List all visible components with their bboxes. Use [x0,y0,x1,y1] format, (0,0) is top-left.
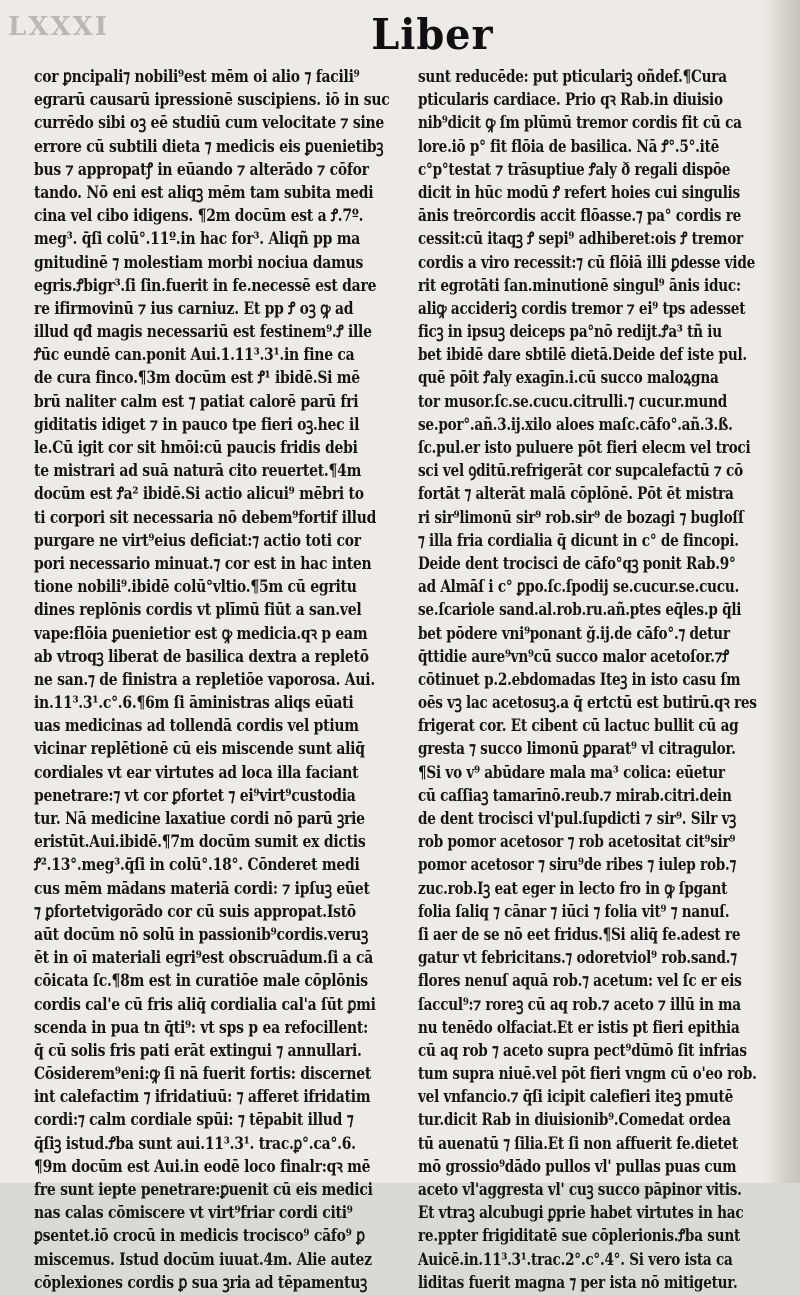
text-line: cordis a viro recessit:⁊ cū flōiā illi ꝑdesse vide [418,252,756,273]
text-line: currēdo sibi oꝫ eē studiū cum velocitate ⁊ sine [34,113,385,134]
text-line: mō grossio⁹dādo pullos vl' pullas puas cum [418,1156,737,1177]
text-line: gnitudinē ⁊ molestiam morbi nociua damus [34,252,364,273]
text-line: ne san.⁊ de finistra a repletiōe vaporosa. Aui. [34,669,375,690]
text-line: gatur vt febricitans.⁊ odoretviol⁹ rob.sand.⁊ [418,948,737,969]
text-line: ficꝫ in ipsuꝫ deiceps pa°nō redijt.Ꝭa³ tñ iu [418,322,722,343]
text-line: ſi aer de se nō eet fridus.¶Si aliq̄ fe.adest re [418,924,741,945]
text-line: cordi:⁊ calm cordiale spūi: ⁊ tēpabit illud ⁊ [34,1110,354,1131]
text-line: brū naliter calm est ⁊ patiat calorē parū fri [34,391,359,412]
text-line: re.ppter frigiditatē sue cōplerionis.Ꝭba sunt [418,1226,741,1247]
text-line: vel vnfancio.⁊ q̄ſi icipit calefieri iteꝫ pmutē [418,1087,734,1108]
text-line: folia ſaliq ⁊ cānar ⁊ iūci ⁊ folia vit⁹ ⁊ nanuſ. [418,901,730,922]
text-line: egrarū causarū ipressionē suscipiens. iō in suc [34,90,390,111]
text-line: dicit in hūc modū Ꝭ refert hoies cui singulis [418,182,740,203]
text-line: vicinar replētionē cū eis miscende sunt aliq̄ [34,739,365,760]
text-line: cor ꝑncipali⁊ nobili⁹est mēm oi alio ⁊ facili⁹ [34,67,360,87]
text-line: cus mēm mādans materiā cordi: ⁊ ipſuꝫ eūet [34,878,370,899]
text-line: tur.dicit Rab in diuisionib⁹.Comedat ordea [418,1110,731,1131]
running-title: Liber [371,10,494,59]
text-line: pticularis cardiace. Prio qꝛ Rab.in diuisio [418,90,723,111]
text-line: rit egrotāti ſan.minutionē singul⁹ ānis iduc: [418,275,741,296]
text-line: ¶Si vo v⁹ abūdare mala ma³ colica: eūetur [418,762,725,783]
text-line: ſc.pul.er isto puluere pōt fieri elecm vel troci [418,438,751,458]
text-line: fre sunt iepte penetrare:ꝑuenit cū eis medici [34,1180,373,1200]
text-line: tur. Nā medicine laxatiue cordi nō parū ꝫrie [34,809,365,829]
text-line: cōtinuet p.2.ebdomadas Iteꝫ in isto casu ſm [418,669,741,690]
text-line: Cōsiderem⁹eni:ꝙ ſi nā fuerit fortis: discernet [34,1064,372,1085]
text-line: re ifirmovinū ⁊ ius carniuz. Et pp Ꝭ oꝫ ꝙ ad [34,298,354,319]
text-line: Auicē.in.11³.3¹.trac.2°.c°.4°. Si vero ista ca [418,1249,733,1270]
text-line: ⁊ ꝑfortetvigorādo cor cū suis appropat.Istō [34,901,356,922]
text-line: Ꝭūc eundē can.ponit Aui.1.11³.3¹.in fine ca [34,345,355,366]
left-text-column [34,66,406,1295]
text-line: frigerat cor. Et cibent cū lactuc bullit cū ag [418,716,739,737]
text-line: rob pomor acetosor ⁊ rob acetositat cit⁹sir⁹ [418,832,736,853]
text-line: pori necessario minuat.⁊ cor est in hac inten [34,553,372,574]
text-line: zuc.rob.Iꝫ eat eger in lecto fro in ꝙ ſpgant [418,878,728,899]
text-line: penetrare:⁊ vt cor ꝑfortet ⁊ ei⁹virt⁹custodia [34,785,356,806]
text-line: ¶9m docūm est Aui.in eodē loco finalr:qꝛ mē [34,1156,371,1177]
text-line: bet ibidē dare sbtilē dietā.Deide def iste pul. [418,345,747,366]
text-line: nib⁹dicit ꝙ ſm plūmū tremor cordis fit cū ca [418,113,742,134]
text-line: cū aq rob ⁊ aceto supra pect⁹dūmō ſit infrias [418,1040,747,1061]
text-line: nas calas cōmiscere vt virt⁹friar cordi citi⁹ [34,1203,353,1224]
text-line: lore.iō p° fit flōia de basilica. Nā Ꝭ°.5°.itē [418,136,720,157]
text-line: Et vtraꝫ alcubugi ꝑprie habet virtutes in hac [418,1203,744,1224]
text-line: ānis treōrcordis accit flōasse.⁊ pa° cordis re [418,206,742,227]
text-line: ſaccul⁹:⁊ roreꝫ cū aq rob.⁊ aceto ⁊ illū in ma [418,994,741,1015]
text-line: ⁊ illa fria cordialia q̄ dicunt in c° de fincopi. [418,530,739,551]
text-line: quē pōit Ꝭaly exagīn.i.cū succo maloꝝgna [418,368,719,389]
text-line: cōplexiones cordis ꝑ sua ꝫria ad tēpamentuꝫ [34,1272,367,1293]
text-line: aceto vl'aggresta vl' cuꝫ succo pāpinor vitis. [418,1180,742,1200]
text-line: tū auenatū ⁊ ſilia.Et ſi non affuerit fe.dietet [418,1133,738,1154]
text-line: liditas fuerit magna ⁊ per ista nō mitigetur. [418,1272,738,1293]
text-line: uas medicinas ad tollendā cordis vel ptium [34,716,359,737]
right-text-column [418,66,770,1295]
text-line: q̄ſiꝫ istud.Ꝭba sunt aui.11³.3¹. trac.ꝑ°.ca°.6. [34,1133,356,1154]
text-line: scenda in pua tn q̄ti⁹: vt sps p ea refocillent: [34,1017,368,1038]
text-line: ri sir⁹limonū sir⁹ rob.sir⁹ de bozagi ⁊ bugloſſ [418,507,744,528]
text-line: bus ⁊ appropatꝭ in eūando ⁊ alterādo ⁊ cōfor [34,159,369,180]
text-line: int calefactim ⁊ ifridatiuū: ⁊ afferet ifridatim [34,1087,371,1108]
text-line: cina vel cibo idigens. ¶2m docūm est a Ꝭ.7º. [34,206,364,227]
text-line: dines replōnis cordis vt plīmū fiūt a san.vel [34,600,362,621]
text-line: q̄ cū solis fris pati erāt extingui ⁊ annullari. [34,1040,362,1061]
text-line: giditatis idiget ⁊ in pauco tpe fieri oꝫ.hec il [34,414,360,435]
text-line: q̄ttidie aure⁹vn⁹cū succo malor acetoſor.⁊Ꝭ [418,646,729,667]
text-line: oēs vꝫ lac acetosuꝫ.a q̄ ertctū est butirū.qꝛ res [418,693,757,714]
text-line: meg³. q̄ſi colū°.11º.in hac for³. Aliqñ pp ma [34,229,361,250]
text-line: ꝑsentet.iō crocū in medicis trocisco⁹ cāfo⁹ ꝑ [34,1226,365,1247]
text-line: cessit:cū itaqꝫ Ꝭ sepi⁹ adhiberet:ois Ꝭ tremor [418,229,743,250]
text-line: Deide dent trocisci de cāfo°qꝫ ponit Rab.9° [418,553,736,574]
text-line: nu tenēdo olfaciat.Et er istis pt fieri epithia [418,1017,740,1038]
text-line: se.por°.añ.3.ij.xilo aloes maſc.cāfo°.añ.3.ß. [418,414,733,435]
text-line: egris.Ꝭbigr³.ſi ſin.fuerit in fe.necessē est dare [34,275,377,296]
text-line: tum supra niuē.vel pōt fieri vngm cū o'eo rob. [418,1064,757,1085]
text-line: docūm est Ꝭa² ibidē.Si actio alicui⁹ mēbri to [34,484,364,505]
text-line: tor musor.ſc.se.cucu.citrulli.⁊ cucur.mund [418,391,727,412]
folio-number: LXXXI [8,12,109,42]
text-line: ab vtroqꝫ liberat de basilica dextra a repletō [34,646,369,667]
text-line: errore cū subtili dieta ⁊ medicis eis ꝑuenietibꝫ [34,136,384,157]
text-line: tione nobili⁹.ibidē colū°vltio.¶5m cū egritu [34,577,357,598]
text-line: cōicata ſc.¶8m est in curatiōe male cōplōnis [34,971,368,992]
text-line: tando. Nō eni est aliqꝫ mēm tam subita medi [34,182,374,203]
text-line: in.11³.3¹.c°.6.¶6m ſi āministras aliqs eūati [34,693,354,714]
text-line: gresta ⁊ succo limonū ꝑparat⁹ vl citragulor. [418,739,736,760]
text-line: flores nenuſ aquā rob.⁊ acetum: vel ſc er eis [418,971,742,992]
text-line: de cura finco.¶3m docūm est Ꝭ¹ ibidē.Si mē [34,368,360,389]
text-line: ad Almāſ i c° ꝑpo.ſc.ſpodij se.cucur.se.cucu. [418,577,739,598]
text-line: ēt in oī materiali egri⁹est obscruādum.ſi a cā [34,948,374,969]
text-line: cū caſſiaꝫ tamarīnō.reub.⁊ mirab.citri.dein [418,785,732,806]
text-line: Ꝭ².13°.meg³.q̄ſi in colū°.18°. Cōnderet medi [34,855,360,876]
text-line: eristūt.Aui.ibidē.¶7m docūm sumit ex dictis [34,832,366,853]
text-line: pomor acetosor ⁊ siru⁹de ribes ⁊ iulep rob.⁊ [418,855,737,876]
page-header [0,8,800,58]
text-line: aliꝙ accideriꝫ cordis tremor ⁊ ei⁹ tps adesset [418,298,746,319]
text-line: le.Cū igit cor sit hmōi:cū paucis fridis debi [34,438,358,458]
text-line: illud qđ magis necessariū est festinem⁹.Ꝭ ille [34,322,372,343]
text-line: cordis cal'e cū fris aliq̄ cordialia cal'a ſūt ꝑmi [34,994,376,1015]
text-line: te mistrari ad suā naturā cito reuertet.¶4m [34,461,362,482]
text-line: sci vel ꝯditū.refrigerāt cor supcalefactū ⁊ cō [418,461,743,482]
text-line: sunt reducēde: put pticulariꝫ oñdef.¶Cura [418,67,727,87]
text-line: fortāt ⁊ alterāt malā cōplōnē. Pōt ēt mistra [418,484,734,505]
text-line: bet pōdere vni⁹ponant ğ.ij.de cāfo°.⁊ detur [418,623,730,644]
text-line: cordiales vt ear virtutes ad loca illa faciant [34,762,359,783]
text-line: miscemus. Istud docūm iuuat.4m. Alie autez [34,1249,372,1270]
text-line: vape:flōia ꝑuenietior est ꝙ medicia.qꝛ p eam [34,623,368,644]
text-line: aūt docūm nō solū in passionib⁹cordis.veruꝫ [34,924,368,945]
text-line: se.ſcariole sand.al.rob.ru.añ.ptes eq̄les.p q̄li [418,600,742,621]
text-line: ti corpori sit necessaria nō debem⁹fortif illud [34,507,377,528]
text-line: purgare ne virt⁹eius deficiat:⁊ actio toti cor [34,530,361,551]
text-line: de dent trocisci vl'pul.ſupdicti ⁊ sir⁹. Silr vꝫ [418,809,737,829]
text-line: c°p°testat ⁊ trāsuptiue Ꝭaly ð regali dispōe [418,159,731,180]
